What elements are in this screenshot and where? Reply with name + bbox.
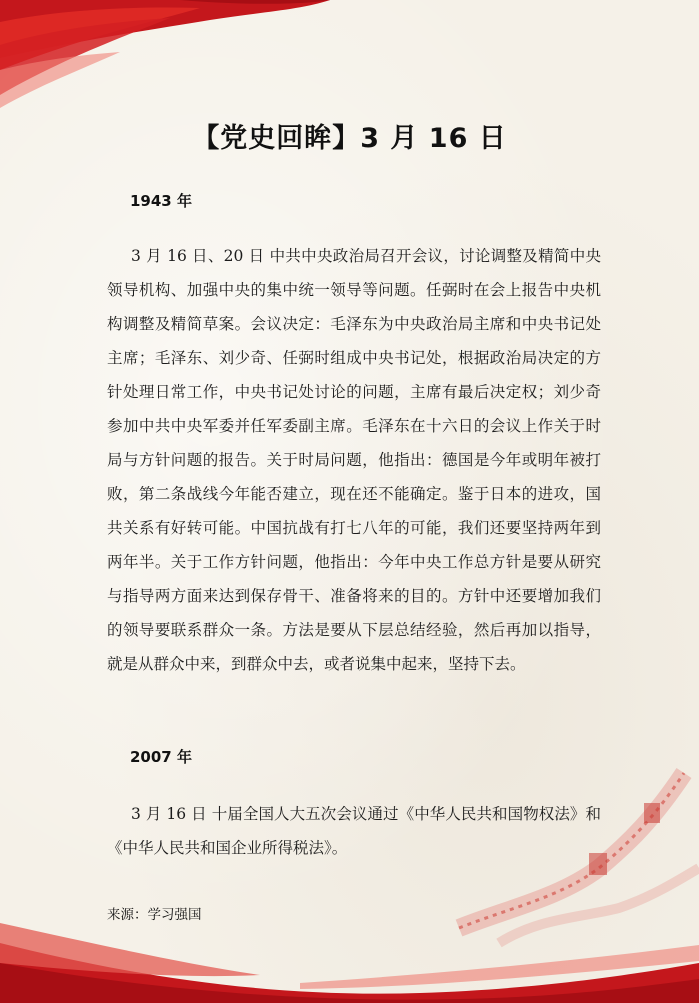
- paragraph-1943: 3 月 16 日、20 日 中共中央政治局召开会议，讨论调整及精简中央领导机构、加强中央的集中统一领导等问题。任弼时在会上报告中央机构调整及精简草案。会议决定：毛泽东为中央政治局主席和中央书记处主席；毛泽东、刘少奇、任弼时组成中央书记处，根据政治局决定的方针处理日常工作，中央书记处讨论的问题，主席有最后决定权；刘少奇参加中共中央军委并任军委副主席。毛泽东在十六日的会议上作关于时局与方针问题的报告。关于时局问题，他指出：德国是今年或明年被打败，第二条战线今年能否建立，现在还不能确定。鉴于日本的进攻，国共关系有好转可能。中国抗战有打七八年的可能，我们还要坚持两年到两年半。关于工作方针问题，他指出：今年中央工作总方针是要从研究与指导两方面来达到保存骨干、准备将来的目的。方针中还要增加我们的领导要联系群众一条。方法是要从下层总结经验，然后再加以指导，就是从群众中来，到群众中去，或者说集中起来，坚持下去。: [107, 247, 601, 673]
- year-heading-1943: 1943 年: [130, 192, 192, 210]
- year-heading-2007: 2007 年: [130, 748, 192, 766]
- paragraph-2007: 3 月 16 日 十届全国人大五次会议通过《中华人民共和国物权法》和《中华人民共和国企业所得税法》。: [107, 805, 601, 857]
- page-title: 【党史回眸】3 月 16 日: [192, 123, 507, 154]
- red-ribbon-top-decoration: [0, 0, 699, 110]
- source-line: 来源：学习强国: [107, 907, 202, 923]
- red-ribbon-bottom-decoration: [0, 883, 699, 1003]
